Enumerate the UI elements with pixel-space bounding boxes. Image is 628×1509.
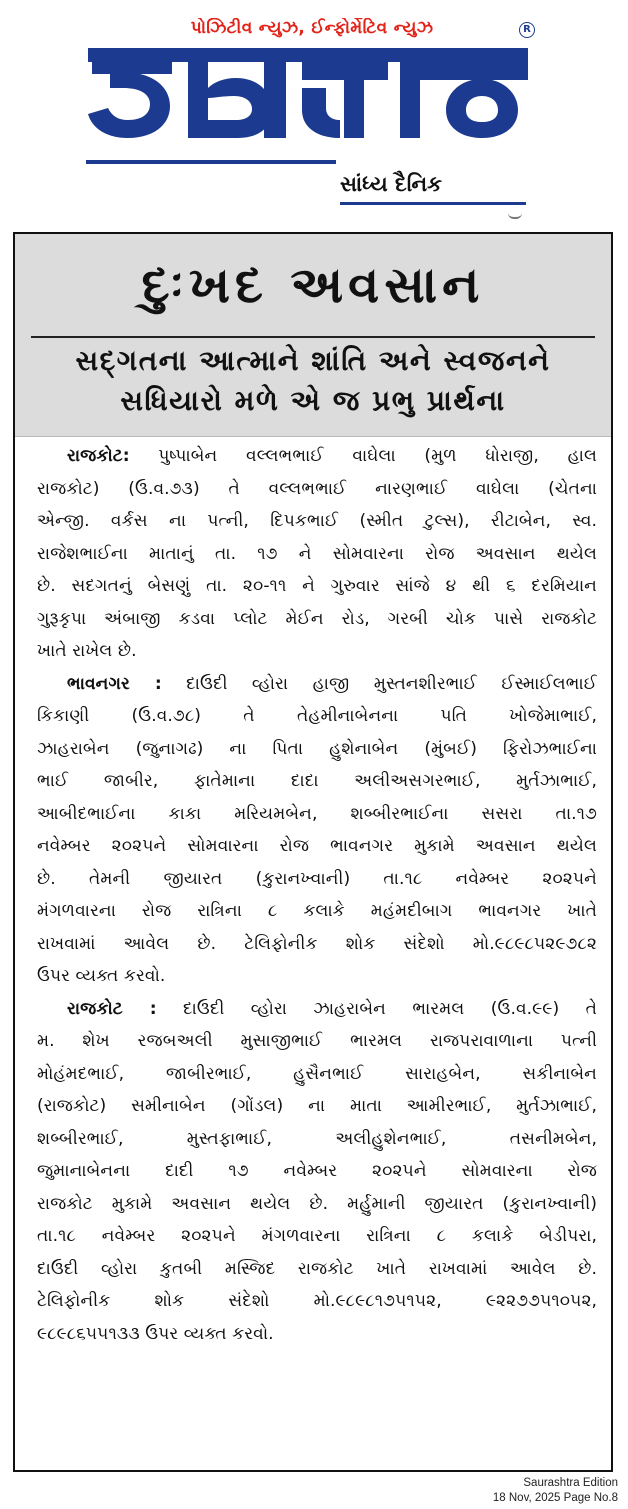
entry-text: ૯૮૯૮૬૫૫૧૩૩ ઉપર વ્યક્ત કરવો. bbox=[37, 1323, 274, 1344]
entry-line bbox=[37, 1090, 597, 1123]
entry-text: ઝાહરાબેન (જુનાગઢ) ના પિતા હુશેનાબેન (મુંબઈ) ફિરોઝભાઈના bbox=[37, 738, 597, 759]
entry-text: પુષ્પાબેન વલ્લભભાઈ વાઘેલા (મુળ ધોરાજી, હાલ bbox=[129, 446, 597, 466]
entry-text: તા.૧૮ નવેમ્બર ૨૦૨૫ને મંગળવારના રાત્રિના ૮ કલાકે બેડીપરા, bbox=[37, 1226, 597, 1246]
entry-line bbox=[37, 733, 597, 766]
entry-line bbox=[37, 1025, 597, 1058]
obituary-entry bbox=[37, 440, 597, 668]
entry-text: રાજકોટ) (ઉ.વ.૭૩) તે વલ્લભભાઈ નારણભાઈ વાઘેલા (ચેતના bbox=[37, 478, 597, 499]
entry-text: રાખવામાં આવેલ છે. ટેલિફોનીક શોક સંદેશો મો.૯૮૯૮૫૨૯૭૮૨ bbox=[37, 933, 597, 954]
entry-city: રાજકોટ: bbox=[67, 446, 130, 466]
entry-text: શબ્બીરભાઈ, મુસ્તફાભાઈ, અલીહુશેનભાઈ, તસનીમબેન, bbox=[37, 1128, 597, 1149]
entry-line bbox=[37, 603, 597, 636]
entry-line bbox=[37, 993, 597, 1026]
masthead bbox=[0, 0, 628, 215]
logo-underline bbox=[86, 160, 336, 164]
entry-line bbox=[37, 1285, 597, 1318]
edition-name: Saurashtra Edition bbox=[523, 1477, 618, 1489]
entry-line bbox=[37, 960, 597, 993]
entry-text: ખાતે રાખેલ છે. bbox=[37, 641, 137, 661]
entry-text: એન્જી. વર્કસ ના પત્ની, દિપકભાઈ (સ્મીત ટુલ્સ), રીટાબેન, સ્વ. bbox=[37, 511, 597, 531]
entry-text: આબીદભાઈના કાકા મરિયમબેન, શબ્બીરભાઈના સસરા તા.૧૭ bbox=[37, 803, 597, 824]
entry-line bbox=[37, 863, 597, 896]
obituary-entry bbox=[37, 668, 597, 993]
obituary-entry bbox=[37, 993, 597, 1351]
article-subhead-line-1: સદ્ગતના આત્માને શાંતિ અને સ્વજનને bbox=[75, 344, 551, 377]
entry-line bbox=[37, 473, 597, 506]
entry-line bbox=[37, 538, 597, 571]
entry-line bbox=[37, 1318, 597, 1351]
entry-text: દાઉદી વ્હોરા કુતબી મસ્જિદ રાજકોટ ખાતે રાખવામાં આવેલ છે. bbox=[37, 1258, 597, 1279]
entry-text: ભાઈ જાબીર, ફાતેમાના દાદા અલીઅસગરભાઈ, મુર્તઝાભાઈ, bbox=[37, 771, 597, 791]
entry-text: ટેલિફોનીક શોક સંદેશો મો.૯૮૯૮૧૭૫૧૫૨, ૯૨૨૭૭૫૧૦૫૨, bbox=[37, 1291, 597, 1311]
decorative-mark bbox=[508, 213, 522, 219]
entry-text: મોહંમદભાઈ, જાબીરભાઈ, હુસૈનભાઈ સારાહબેન, સકીનાબેન bbox=[37, 1063, 597, 1084]
entry-city: ભાવનગર : bbox=[67, 673, 162, 694]
subtitle-underline bbox=[340, 202, 526, 205]
entry-text: રાજકોટ મુકામે અવસાન થયેલ છે. મર્હુમાની જીયારત (કુરાનખ્વાની) bbox=[37, 1193, 597, 1214]
entry-line bbox=[37, 505, 597, 538]
entry-text: દાઉદી વ્હોરા ઝાહરાબેન ભારમલ (ઉ.વ.૯૯) તે bbox=[156, 998, 597, 1019]
entry-text: (રાજકોટ) સમીનાબેન (ગોંડલ) ના માતા આમીરભાઈ, મુર્તઝાભાઈ, bbox=[37, 1096, 597, 1116]
entry-text: નવેમ્બર ૨૦૨૫ને સોમવારના રોજ ભાવનગર મુકામે અવસાન થયેલ bbox=[37, 836, 597, 856]
entry-text: છે. સદગતનું બેસણું તા. ૨૦-૧૧ ને ગુરુવાર સાંજે ૪ થી ૬ દરમિયાન bbox=[37, 576, 597, 596]
entry-line bbox=[37, 830, 597, 863]
entry-text: રાજેશભાઈના માતાનું તા. ૧૭ ને સોમવારના રોજ અવસાન થયેલ bbox=[37, 543, 597, 564]
entry-text: દાઉદી વ્હોરા હાજી મુસ્તનશીરભાઈ ઈસ્માઈલભાઈ bbox=[161, 673, 597, 694]
entry-city: રાજકોટ : bbox=[67, 998, 157, 1019]
entry-line bbox=[37, 1188, 597, 1221]
entry-line bbox=[37, 1058, 597, 1091]
entry-line bbox=[37, 765, 597, 798]
newspaper-logo bbox=[88, 48, 528, 140]
entry-line bbox=[37, 1123, 597, 1156]
article-title: દુઃખદ અવસાન bbox=[141, 256, 485, 314]
masthead-tagline: પોઝિટીવ ન્યુઝ, ઈન્ફોર્મેટિવ ન્યુઝ bbox=[190, 18, 434, 38]
entry-text: મ. શેખ રજબઅલી મુસાજીભાઈ ભારમલ રાજપરાવાળાના પત્ની bbox=[37, 1031, 597, 1051]
registered-mark: R bbox=[519, 22, 535, 38]
masthead-subtitle: સાંધ્ય દૈનિક bbox=[340, 172, 442, 196]
article-body bbox=[37, 440, 597, 1350]
entry-line bbox=[37, 1253, 597, 1286]
entry-line bbox=[37, 1155, 597, 1188]
edition-footer bbox=[493, 1476, 618, 1506]
title-divider bbox=[31, 336, 595, 338]
entry-line bbox=[37, 570, 597, 603]
entry-line bbox=[37, 668, 597, 701]
entry-text: જુમાનાબેનના દાદી ૧૭ નવેમ્બર ૨૦૨૫ને સોમવારના રોજ bbox=[37, 1161, 597, 1181]
entry-text: ગુરૂકૃપા અંબાજી કડવા પ્લોટ મેઈન રોડ, ગરબી ચોક પાસે રાજકોટ bbox=[37, 608, 597, 629]
edition-date-page: 18 Nov, 2025 Page No.8 bbox=[492, 1492, 618, 1504]
entry-text: મંગળવારના રોજ રાત્રિના ૮ કલાકે મહંમદીબાગ ભાવનગર ખાતે bbox=[37, 901, 597, 921]
obituary-article bbox=[13, 232, 613, 1472]
entry-text: છે. તેમની જીયારત (કુરાનખ્વાની) તા.૧૮ નવેમ્બર ૨૦૨૫ને bbox=[37, 868, 597, 889]
entry-line bbox=[37, 928, 597, 961]
entry-line bbox=[37, 700, 597, 733]
article-subhead-line-2: સધિયારો મળે એ જ પ્રભુ પ્રાર્થના bbox=[120, 384, 506, 417]
entry-line bbox=[37, 798, 597, 831]
entry-line bbox=[37, 1220, 597, 1253]
entry-line bbox=[37, 635, 597, 668]
entry-text: ઉપર વ્યક્ત કરવો. bbox=[37, 966, 166, 986]
entry-line bbox=[37, 440, 597, 473]
entry-text: કિકાણી (ઉ.વ.૭૮) તે તેહમીનાબેનના પતિ ખોજેમાભાઈ, bbox=[37, 706, 597, 726]
article-header bbox=[15, 234, 611, 437]
entry-line bbox=[37, 895, 597, 928]
